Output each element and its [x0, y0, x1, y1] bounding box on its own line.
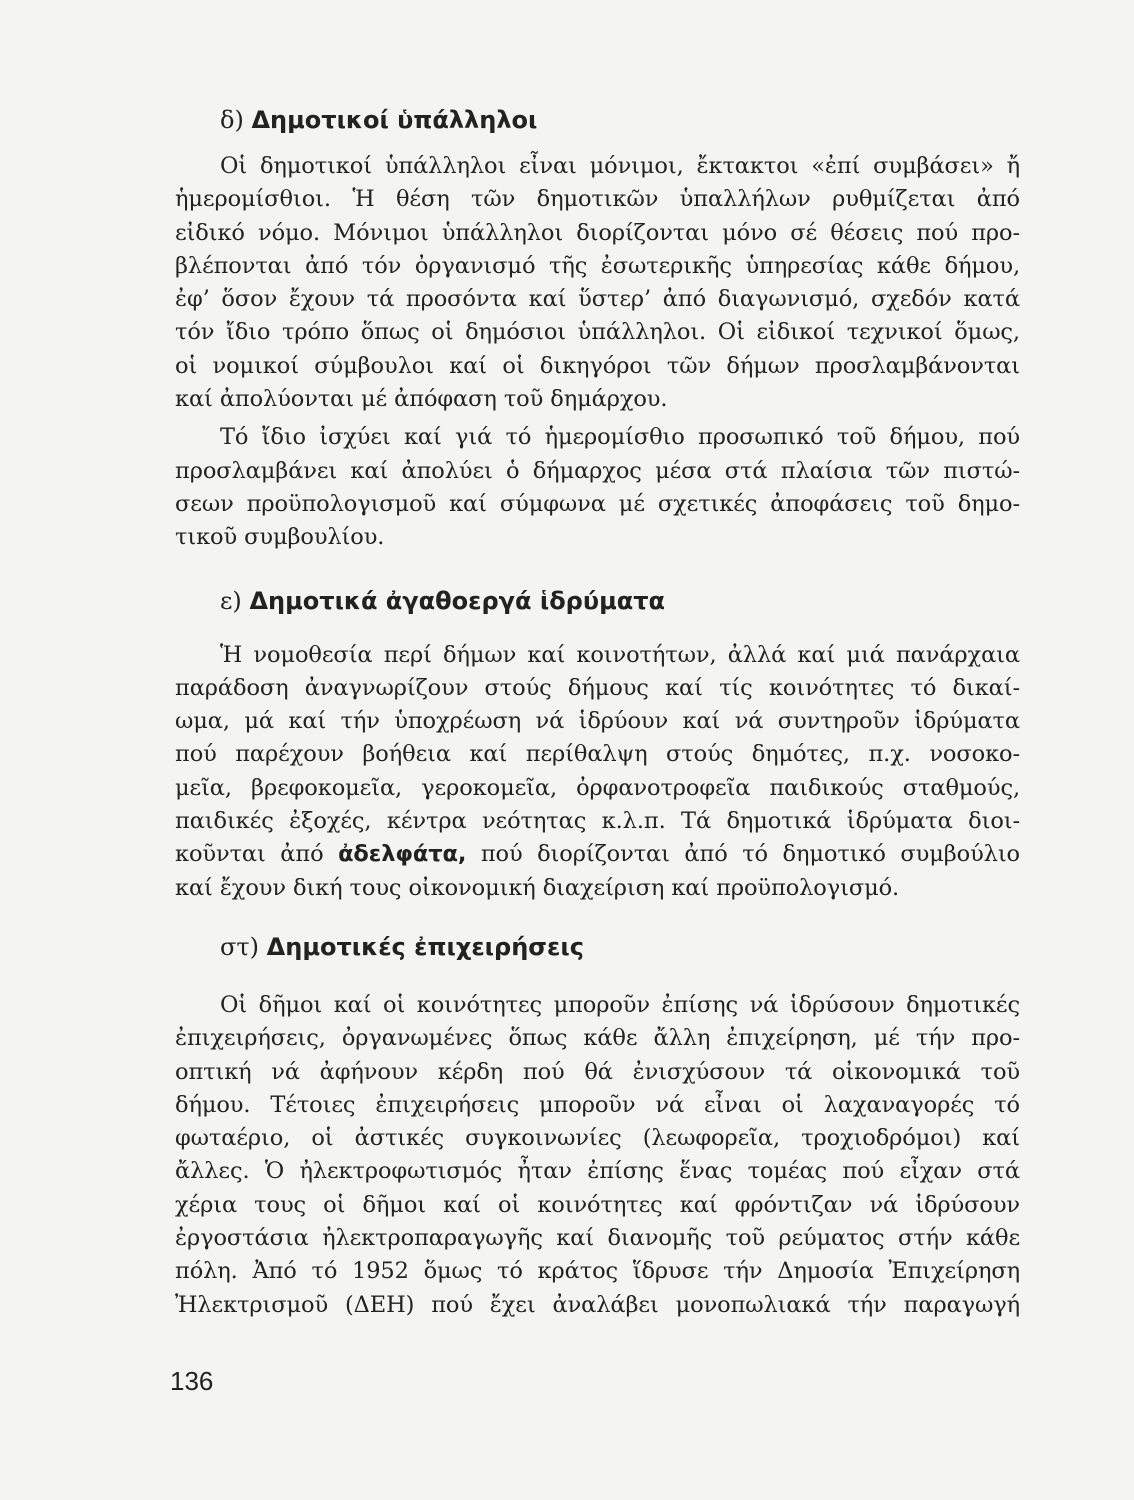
text-line: Τό ἴδιο ἰσχύει καί γιά τό ἡμερομίσθιο προσωπικό τοῦ δήμου, πού [220, 424, 1020, 451]
text-line: οἱ νομικοί σύμβουλοι καί οἱ δικηγόροι τῶν δήμων προσλαμβάνονται [175, 352, 1020, 379]
page-number: 136 [170, 1366, 214, 1396]
text-line: καί ἀπολύονται μέ ἀπόφαση τοῦ δημάρχου. [175, 386, 668, 413]
section-heading-municipal-enterprises [220, 927, 1020, 967]
paragraph [175, 639, 1020, 905]
text-line: ἡμερομίσθιοι. Ἡ θέση τῶν δημοτικῶν ὑπαλλήλων ρυθμίζεται ἀπό [175, 186, 1020, 213]
text-line: Οἱ δημοτικοί ὑπάλληλοι εἶναι μόνιμοι, ἔκτακτοι «ἐπί συμβάσει» ἤ [220, 153, 1020, 179]
paragraph [175, 989, 1020, 1322]
text-line [175, 838, 1020, 871]
text-line: ἐπιχειρήσεις, ὀργανωμένες ὅπως κάθε ἄλλη ἐπιχείρηση, μέ τήν προ- [175, 1025, 1020, 1052]
paragraph [175, 150, 1020, 416]
text-line: Ἡ νομοθεσία περί δήμων καί κοινοτήτων, ἀλλά καί μιά πανάρχαια [220, 641, 1020, 668]
section-marker: στ) [220, 932, 260, 961]
text-line: ἐφ’ ὅσον ἔχουν τά προσόντα καί ὕστερ’ ἀπό διαγωνισμό, σχεδόν κατά [175, 286, 1020, 313]
text-line: καί ἔχουν δική τους οἰκονομική διαχείριση καί προϋπολογισμό. [175, 874, 900, 901]
text-line: παράδοση ἀναγνωρίζουν στούς δήμους καί τίς κοινότητες τό δικαί- [175, 674, 1020, 701]
text-line: πόλη. Ἀπό τό 1952 ὅμως τό κράτος ἵδρυσε τήν Δημοσία Ἐπιχείρηση [175, 1258, 1020, 1285]
text-run: πού διορίζονται ἀπό τό δημοτικό συμβούλιο [466, 841, 1021, 868]
section-marker: ε) [220, 586, 242, 615]
section-title: Δημοτικά ἀγαθοεργά ἱδρύματα [249, 586, 666, 615]
paragraph [175, 421, 1020, 554]
text-line: φωταέριο, οἱ ἀστικές συγκοινωνίες (λεωφορεῖα, τροχιοδρόμοι) καί [175, 1125, 1020, 1152]
text-line: Ἠλεκτρισμοῦ (ΔΕΗ) πού ἔχει ἀναλάβει μονοπωλιακά τήν παραγωγή [175, 1291, 1020, 1318]
bold-term: ἀδελφάτα, [338, 841, 467, 868]
text-line: προσλαμβάνει καί ἀπολύει ὁ δήμαρχος μέσα στά πλαίσια τῶν πιστώ- [175, 457, 1020, 484]
page-content [175, 100, 1020, 1322]
text-line: ἐργοστάσια ἠλεκτροπαραγωγῆς καί διανομῆς τοῦ ρεύματος στήν κάθε [175, 1225, 1020, 1252]
text-line: Οἱ δῆμοι καί οἱ κοινότητες μποροῦν ἐπίσης νά ἱδρύσουν δημοτικές [220, 991, 1020, 1018]
text-line: σεων προϋπολογισμοῦ καί σύμφωνα μέ σχετικές ἀποφάσεις τοῦ δημο- [175, 490, 1020, 517]
section-title: Δημοτικοί ὑπάλληλοι [251, 106, 538, 134]
text-line: πού παρέχουν βοήθεια καί περίθαλψη στούς δημότες, π.χ. νοσοκο- [175, 741, 1020, 768]
text-run: κοῦνται ἀπό [175, 841, 339, 868]
section-marker: δ) [220, 106, 244, 134]
text-line: τόν ἴδιο τρόπο ὅπως οἱ δημόσιοι ὑπάλληλοι. Οἱ εἰδικοί τεχνικοί ὅμως, [175, 319, 1020, 346]
text-line: οπτική νά ἀφήνουν κέρδη πού θά ἐνισχύσουν τά οἰκονομικά τοῦ [175, 1058, 1020, 1085]
text-line: τικοῦ συμβουλίου. [175, 524, 385, 551]
section-title: Δημοτικές ἐπιχειρήσεις [266, 932, 584, 961]
section-heading-employees [220, 100, 1020, 140]
text-line: μεῖα, βρεφοκομεῖα, γεροκομεῖα, ὀρφανοτροφεῖα παιδικούς σταθμούς, [175, 774, 1020, 801]
text-line: ωμα, μά καί τήν ὑποχρέωση νά ἱδρύουν καί νά συντηροῦν ἱδρύματα [175, 708, 1020, 735]
section-heading-charitable-institutions [220, 581, 1020, 621]
text-line: παιδικές ἐξοχές, κέντρα νεότητας κ.λ.π. Τά δημοτικά ἱδρύματα διοι- [175, 808, 1020, 835]
text-line: δήμου. Τέτοιες ἐπιχειρήσεις μποροῦν νά εἶναι οἱ λαχαναγορές τό [175, 1091, 1020, 1118]
text-line: εἰδικό νόμο. Μόνιμοι ὑπάλληλοι διορίζονται μόνο σέ θέσεις πού προ- [175, 219, 1020, 246]
text-line: χέρια τους οἱ δῆμοι καί οἱ κοινότητες καί φρόντιζαν νά ἱδρύσουν [175, 1191, 1020, 1218]
text-line: βλέπονται ἀπό τόν ὀργανισμό τῆς ἐσωτερικῆς ὑπηρεσίας κάθε δήμου, [175, 252, 1020, 279]
text-line: ἄλλες. Ὁ ἠλεκτροφωτισμός ἦταν ἐπίσης ἕνας τομέας πού εἶχαν στά [175, 1158, 1020, 1185]
